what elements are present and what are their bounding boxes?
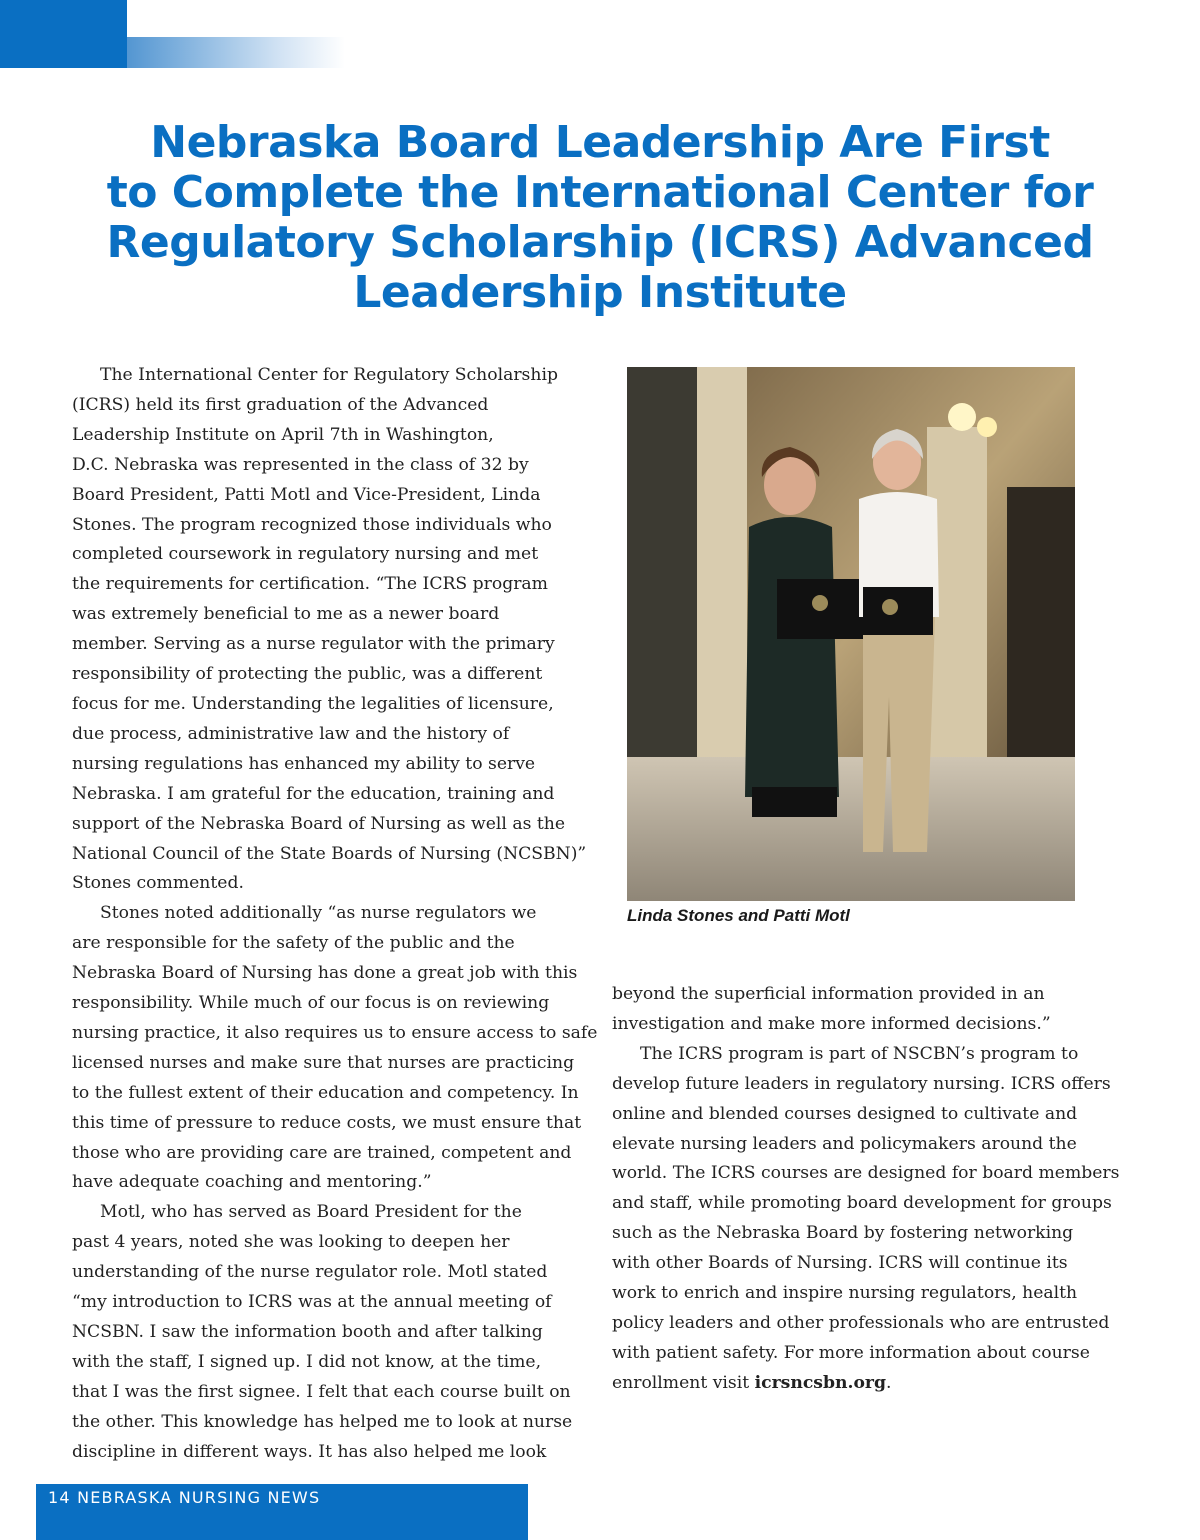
photo-caption: Linda Stones and Patti Motl: [627, 906, 850, 925]
text-line: past 4 years, noted she was looking to deepen her: [72, 1232, 510, 1253]
text-line: with the staff, I signed up. I did not know, at the time,: [72, 1351, 542, 1372]
text-line: discipline in different ways. It has also helped me look: [72, 1441, 547, 1462]
text-line: The International Center for Regulatory Scholarship: [100, 365, 558, 385]
title-line: Leadership Institute: [353, 267, 847, 318]
text-line: work to enrich and inspire nursing regulators, health: [612, 1283, 1078, 1304]
text-line: due process, administrative law and the history of: [72, 723, 510, 744]
text-line: NCSBN. I saw the information booth and after talking: [72, 1322, 543, 1342]
text-line: online and blended courses designed to cultivate and: [612, 1103, 1078, 1124]
text-fragment: .: [886, 1372, 892, 1393]
text-line: the requirements for certification. “The ICRS program: [72, 574, 548, 595]
text-line: such as the Nebraska Board by fostering networking: [612, 1223, 1074, 1244]
text-line: completed coursework in regulatory nursing and met: [72, 544, 539, 565]
publication-name: NEBRASKA NURSING NEWS: [77, 1488, 321, 1507]
text-line: to the fullest extent of their education and competency. In: [72, 1082, 579, 1103]
title-line: Nebraska Board Leadership Are First: [150, 117, 1050, 168]
text-line: [612, 1369, 1142, 1399]
title-line: to Complete the International Center for: [106, 167, 1094, 218]
website-link[interactable]: icrsncsbn.org: [754, 1372, 887, 1393]
photo-two-women-holding-certificates: [627, 367, 1075, 901]
text-line: beyond the superficial information provided in an: [612, 984, 1045, 1004]
text-line: that I was the first signee. I felt that each course built on: [72, 1381, 571, 1402]
text-line: was extremely beneficial to me as a newer board: [72, 604, 500, 625]
text-line: are responsible for the safety of the public and the: [72, 933, 515, 954]
text-line: nursing practice, it also requires us to ensure access to safe: [72, 1022, 598, 1043]
text-line: the other. This knowledge has helped me to look at nurse: [72, 1411, 573, 1432]
header-accent-block: [0, 0, 127, 68]
text-line: Motl, who has served as Board President for the: [100, 1202, 522, 1223]
text-line: Stones noted additionally “as nurse regulators we: [100, 903, 537, 924]
text-line: with patient safety. For more information about course: [612, 1342, 1090, 1363]
text-line: The ICRS program is part of NSCBN’s program to: [640, 1043, 1079, 1064]
text-line: understanding of the nurse regulator role. Motl stated: [72, 1262, 548, 1283]
page-number: 14: [48, 1488, 71, 1507]
text-line: develop future leaders in regulatory nursing. ICRS offers: [612, 1073, 1111, 1094]
text-line: with other Boards of Nursing. ICRS will continue its: [612, 1253, 1068, 1274]
text-line: Leadership Institute on April 7th in Washington,: [72, 424, 494, 445]
text-line: those who are providing care are trained, competent and: [72, 1142, 572, 1163]
text-line: focus for me. Understanding the legalities of licensure,: [72, 693, 554, 714]
title-line: Regulatory Scholarship (ICRS) Advanced: [106, 217, 1094, 268]
text-fragment: enrollment visit: [612, 1372, 755, 1393]
article-left-column: [72, 361, 598, 1468]
text-line: this time of pressure to reduce costs, we must ensure that: [72, 1112, 582, 1133]
text-line: have adequate coaching and mentoring.”: [72, 1172, 432, 1193]
text-line: nursing regulations has enhanced my ability to serve: [72, 753, 536, 774]
text-line: Nebraska Board of Nursing has done a great job with this: [72, 963, 578, 984]
text-line: Stones commented.: [72, 873, 244, 894]
text-line: D.C. Nebraska was represented in the class of 32 by: [72, 454, 529, 475]
article-title: [60, 118, 1140, 318]
text-line: National Council of the State Boards of Nursing (NCSBN)”: [72, 843, 587, 864]
footer-label: [48, 1488, 320, 1507]
text-line: “my introduction to ICRS was at the annual meeting of: [72, 1292, 552, 1313]
text-line: investigation and make more informed decisions.”: [612, 1013, 1051, 1034]
text-line: responsibility of protecting the public, was a different: [72, 664, 543, 685]
article-right-column: [612, 980, 1142, 1399]
text-line: Board President, Patti Motl and Vice-President, Linda: [72, 484, 541, 505]
text-line: responsibility. While much of our focus is on reviewing: [72, 993, 550, 1014]
text-line: world. The ICRS courses are designed for board members: [612, 1163, 1120, 1184]
text-line: member. Serving as a nurse regulator with the primary: [72, 634, 555, 655]
text-line: (ICRS) held its first graduation of the Advanced: [72, 394, 489, 415]
text-line: and staff, while promoting board development for groups: [612, 1193, 1112, 1214]
article-photo: [627, 367, 1075, 901]
text-line: support of the Nebraska Board of Nursing as well as the: [72, 813, 566, 834]
text-line: elevate nursing leaders and policymakers around the: [612, 1133, 1077, 1154]
text-line: policy leaders and other professionals who are entrusted: [612, 1312, 1110, 1333]
text-line: Nebraska. I am grateful for the education, training and: [72, 783, 555, 804]
text-line: licensed nurses and make sure that nurses are practicing: [72, 1052, 575, 1073]
text-line: Stones. The program recognized those individuals who: [72, 514, 552, 535]
